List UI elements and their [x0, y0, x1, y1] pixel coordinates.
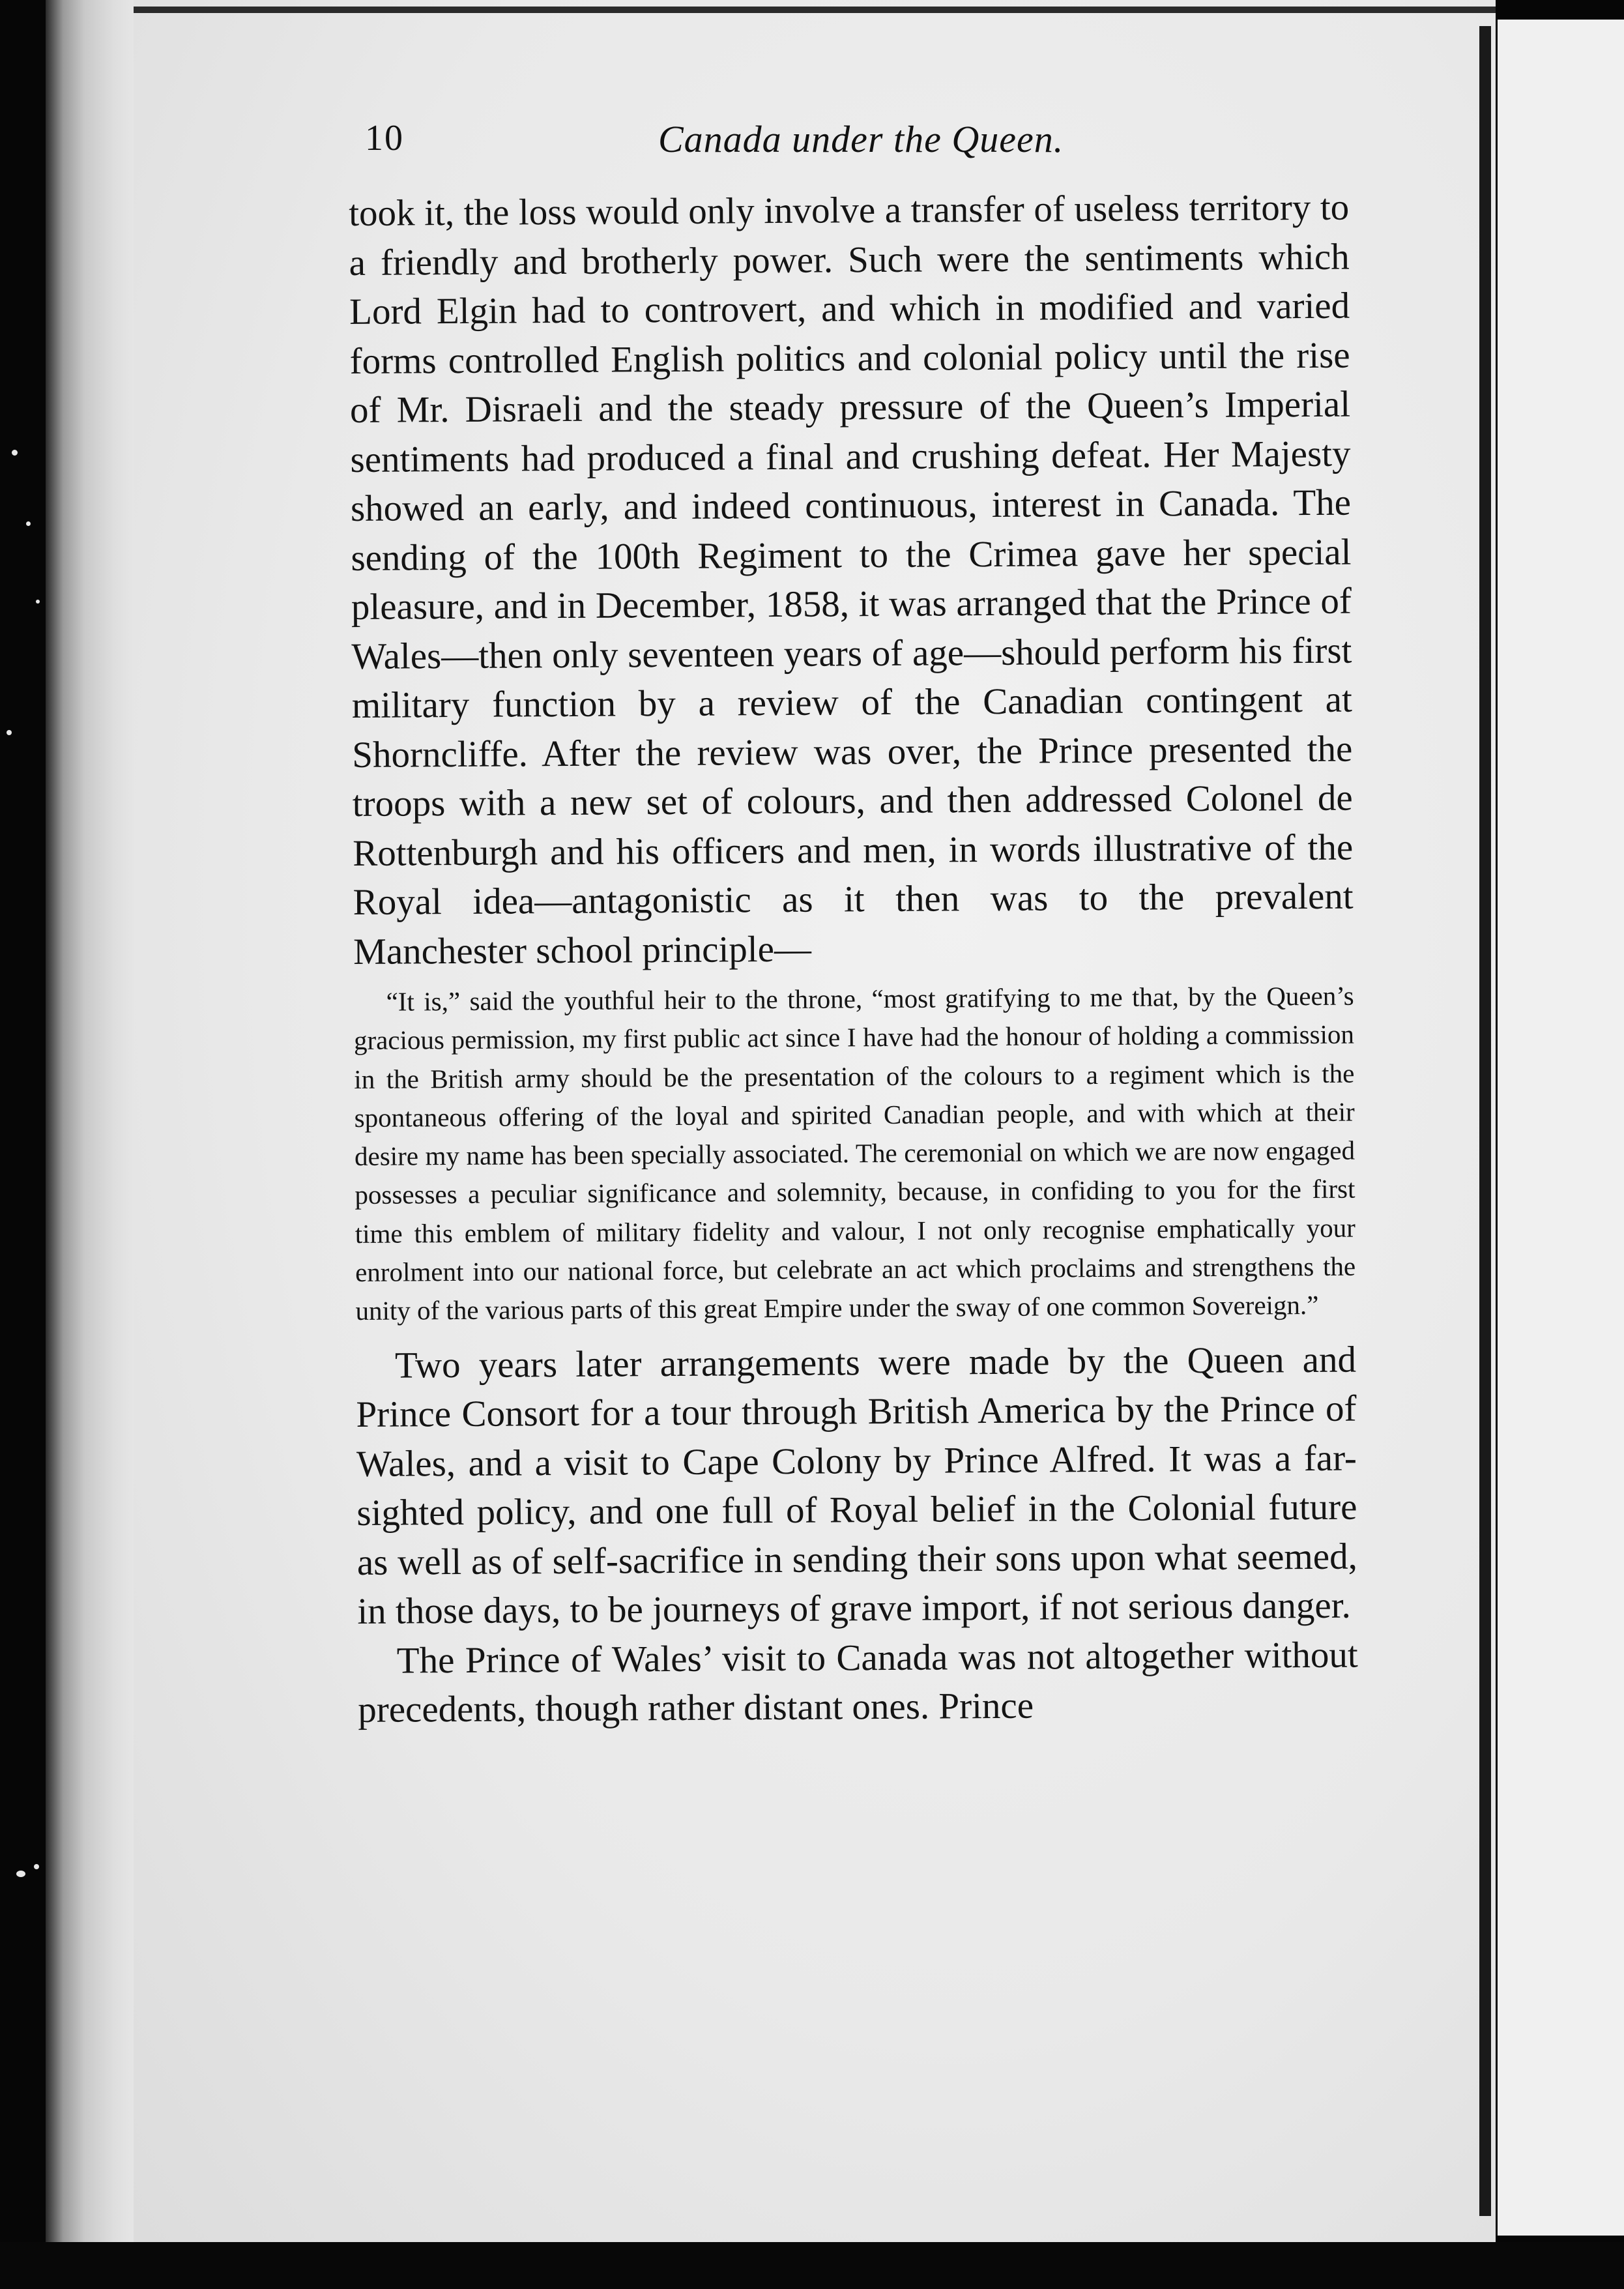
paragraph-2: Two years later arrangements were made by the Queen and Prince Consort for a tour through British America by the Prince of Wales, and a visit to Cape Colony by Prince Alfred. It was a far-sighted policy, and one full of Royal belief in the Colonial future as well as of self-sacrifice in sending their sons upon what seemed, in those days, to be journeys of grave import, if not serious danger.: [356, 1339, 1358, 1633]
gutter-shadow: [1479, 26, 1491, 2216]
running-head: [365, 117, 1375, 169]
bottom-margin: [0, 2242, 1624, 2289]
dust-speck: [26, 521, 31, 526]
paragraph-3: The Prince of Wales’ visit to Canada was not altogether without precedents, though rather distant ones. Prince: [358, 1634, 1358, 1731]
dust-speck: [12, 450, 18, 456]
dust-speck: [16, 1871, 25, 1877]
dust-speck: [34, 1864, 39, 1869]
page-stack-edge: [46, 0, 143, 2242]
page-top-edge: [134, 7, 1496, 13]
dust-speck: [36, 600, 40, 604]
block-quote: “It is,” said the youthful heir to the throne, “most gratifying to me that, by the Queen’s gracious permission, my first public act since I have had the honour of holding a commission in the British army should be the presentation of the colours to a regiment which is the spontaneous offering of the loyal and spirited Canadian people, and with which at their desire my name has been specially associated. The ceremonial on which we are now engaged possesses a peculiar significance and solemnity, because, in confiding to you for the first time this emblem of military fidelity and valour, I not only recognise emphatically your enrolment into our national force, but celebrate an act which proclaims and strengthens the unity of the various parts of this great Empire under the sway of one common Sovereign.”: [353, 980, 1356, 1326]
facing-page-edge: [1498, 20, 1624, 2236]
dust-speck: [7, 730, 12, 735]
page-number: 10: [365, 118, 404, 158]
running-title: Canada under the Queen.: [658, 118, 1064, 160]
body-text: [349, 183, 1358, 1735]
paragraph-1: took it, the loss would only involve a transfer of useless territory to a friendly and brotherly power. Such were the sentiments which Lord Elgin had to controvert, and which in modified and varied forms controlled English politics and colonial policy until the rise of Mr. Disraeli and the steady pressure of the Queen’s Imperial sentiments had produced a final and crushing defeat. Her Majesty showed an early, and indeed continuous, interest in Canada. The sending of the 100th Regiment to the Crimea gave her special pleasure, and in December, 1858, it was arranged that the Prince of Wales—then only seventeen years of age—should perform his first military function by a review of the Canadian contingent at Shorncliffe. After the review was over, the Prince presented the troops with a new set of colours, and then addressed Colonel de Rottenburgh and his officers and men, in words illustrative of the Royal idea—antagonistic as it then was to the prevalent Manchester school principle—: [349, 186, 1354, 972]
